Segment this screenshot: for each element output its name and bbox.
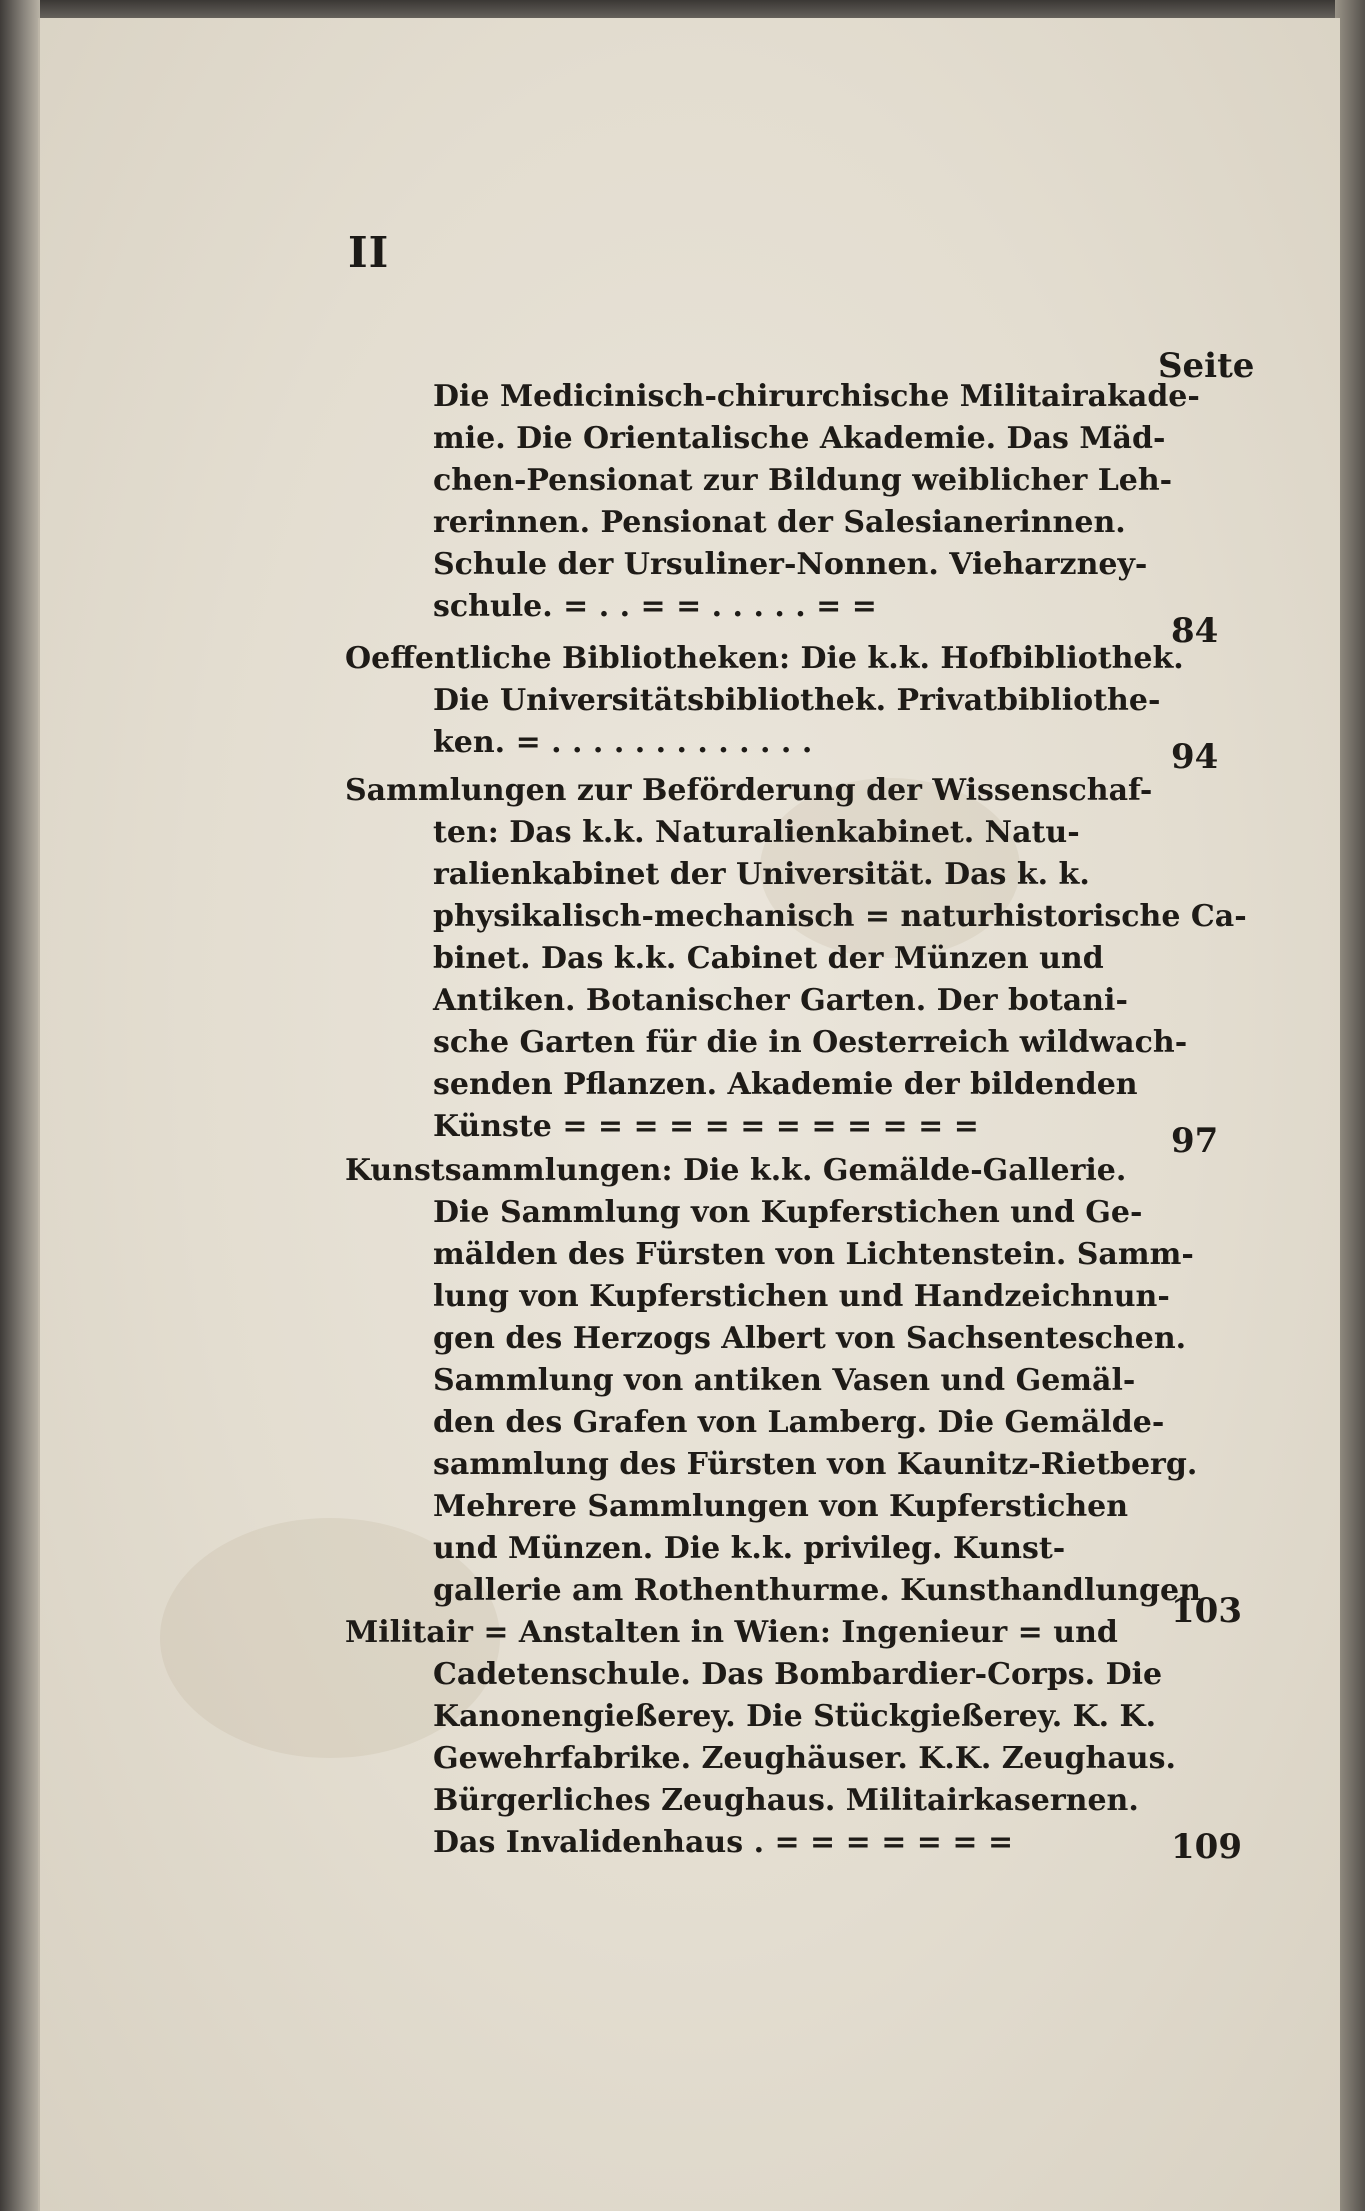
seite-column-header: Seite xyxy=(1158,346,1255,386)
toc-line: Mehrere Sammlungen von Kupferstichen xyxy=(433,1489,1129,1524)
toc-line: Sammlung von antiken Vasen und Gemäl- xyxy=(433,1363,1136,1398)
toc-line: mälden des Fürsten von Lichtenstein. Samm- xyxy=(433,1237,1194,1272)
toc-page-number: 94 xyxy=(1171,737,1219,777)
toc-line: ralienkabinet der Universität. Das k. k. xyxy=(433,857,1090,892)
toc-line: sammlung des Fürsten von Kaunitz-Rietberg. xyxy=(433,1447,1198,1482)
toc-line: binet. Das k.k. Cabinet der Münzen und xyxy=(433,941,1104,976)
toc-line: lung von Kupferstichen und Handzeichnun- xyxy=(433,1279,1170,1314)
table-of-contents xyxy=(40,18,1340,2211)
toc-line: gen des Herzogs Albert von Sachsenteschen. xyxy=(433,1321,1187,1356)
toc-line: Künste = = = = = = = = = = = = xyxy=(433,1109,979,1144)
toc-line: ten: Das k.k. Naturalienkabinet. Natu- xyxy=(433,815,1080,850)
toc-line: Antiken. Botanischer Garten. Der botani- xyxy=(433,983,1128,1018)
toc-line: Kunstsammlungen: Die k.k. Gemälde-Gallerie. xyxy=(345,1153,1127,1188)
paper-page xyxy=(38,18,1340,2211)
toc-line: Die Medicinisch-chirurchische Militairakade- xyxy=(433,379,1200,414)
toc-line: Die Universitätsbibliothek. Privatbibliothe- xyxy=(433,683,1161,718)
toc-line: gallerie am Rothenthurme. Kunsthandlungen xyxy=(433,1573,1201,1608)
toc-line: sche Garten für die in Oesterreich wildwach- xyxy=(433,1025,1188,1060)
toc-page-number: 109 xyxy=(1171,1827,1242,1867)
toc-line: chen-Pensionat zur Bildung weiblicher Leh- xyxy=(433,463,1173,498)
toc-page-number: 84 xyxy=(1171,611,1219,651)
toc-line: senden Pflanzen. Akademie der bildenden xyxy=(433,1067,1138,1102)
toc-line: Das Invalidenhaus . = = = = = = = xyxy=(433,1825,1014,1860)
toc-line: mie. Die Orientalische Akademie. Das Mäd- xyxy=(433,421,1166,456)
toc-line: Gewehrfabrike. Zeughäuser. K.K. Zeughaus. xyxy=(433,1741,1176,1776)
toc-line: Cadetenschule. Das Bombardier-Corps. Die xyxy=(433,1657,1163,1692)
toc-line: Die Sammlung von Kupferstichen und Ge- xyxy=(433,1195,1143,1230)
toc-page-number: 103 xyxy=(1171,1591,1242,1631)
book-binding-edge xyxy=(0,0,40,2211)
toc-line: den des Grafen von Lamberg. Die Gemälde- xyxy=(433,1405,1165,1440)
toc-line: Bürgerliches Zeughaus. Militairkasernen. xyxy=(433,1783,1139,1818)
toc-line: ken. = . . . . . . . . . . . . . xyxy=(433,725,813,760)
toc-line: Militair = Anstalten in Wien: Ingenieur = und xyxy=(345,1615,1118,1650)
toc-line: rerinnen. Pensionat der Salesianerinnen. xyxy=(433,505,1126,540)
toc-page-number: 97 xyxy=(1171,1121,1219,1161)
page-number: II xyxy=(348,228,390,277)
toc-line: Schule der Ursuliner-Nonnen. Vieharzney- xyxy=(433,547,1148,582)
toc-line: physikalisch-mechanisch = naturhistorische Ca- xyxy=(433,899,1247,934)
toc-line: und Münzen. Die k.k. privileg. Kunst- xyxy=(433,1531,1066,1566)
toc-line: Sammlungen zur Beförderung der Wissenschaf- xyxy=(345,773,1153,808)
toc-line: Kanonengießerey. Die Stückgießerey. K. K. xyxy=(433,1699,1157,1734)
toc-line: Oeffentliche Bibliotheken: Die k.k. Hofbibliothek. xyxy=(345,641,1184,676)
toc-line: schule. = . . = = . . . . . = = xyxy=(433,589,877,624)
